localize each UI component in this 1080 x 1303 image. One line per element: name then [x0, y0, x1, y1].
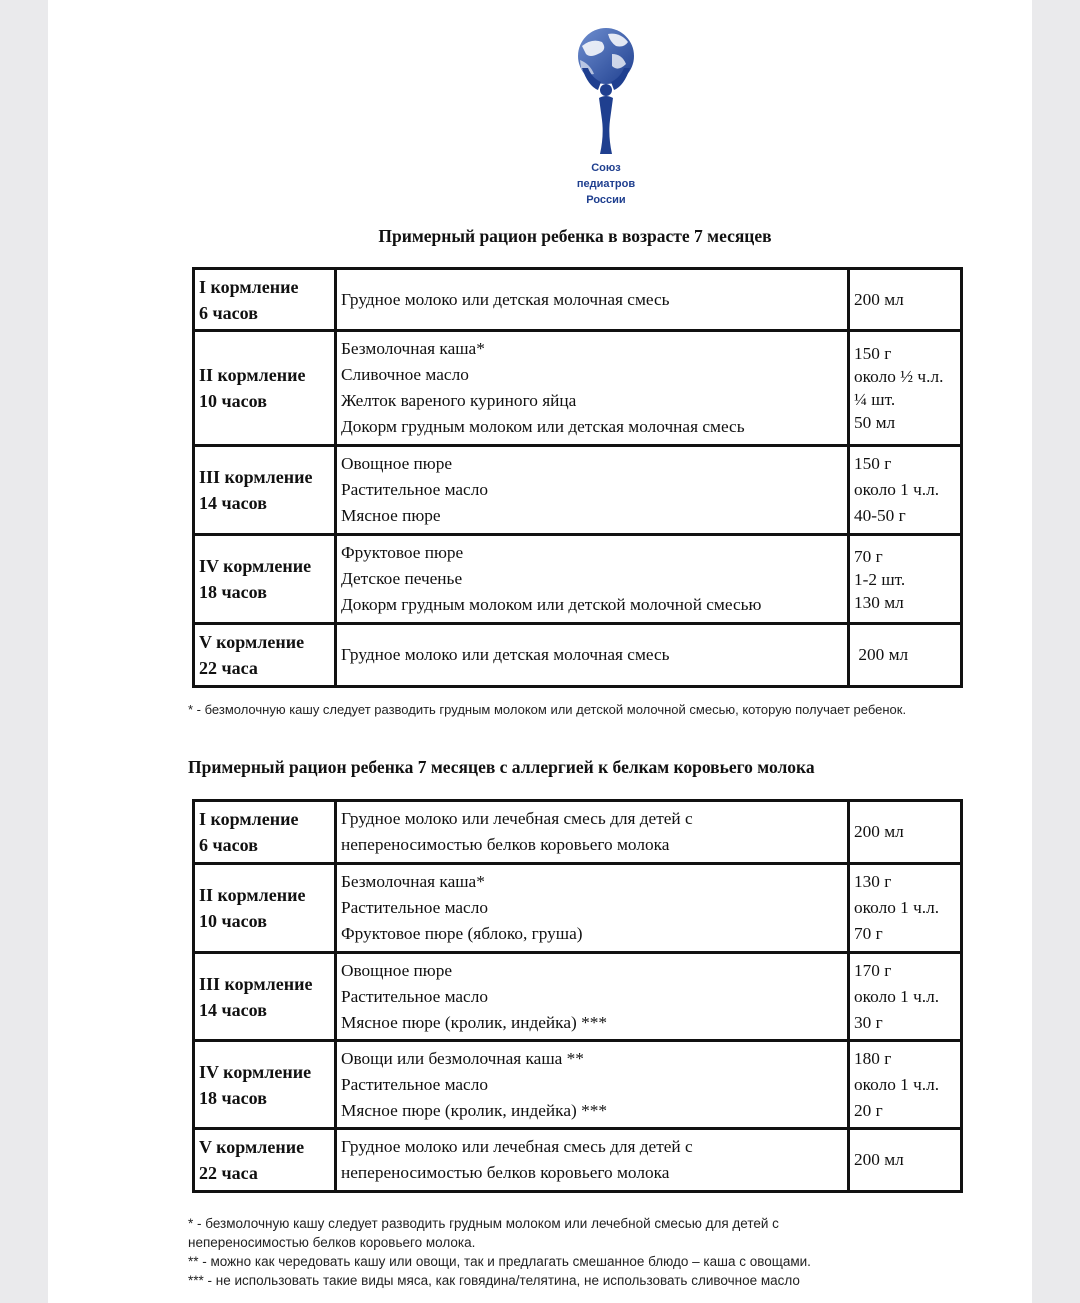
table-row [194, 864, 962, 953]
food-item: Овощи или безмолочная каша ** [341, 1048, 584, 1068]
feeding-label: V кормление [199, 632, 305, 652]
amount-value: 200 мл [854, 289, 904, 309]
food-item: Докорм грудным молоком или детская молочная смесь [341, 417, 745, 436]
feeding-cell [194, 953, 336, 1041]
food-cell [336, 1129, 849, 1192]
food-item: Детское печенье [341, 569, 463, 588]
table-row [194, 1041, 962, 1129]
amount-value: 40-50 г [854, 506, 906, 525]
diet-table-allergy [192, 799, 963, 1193]
amount-cell [849, 1041, 962, 1129]
amount-value: ¼ шт. [854, 390, 896, 409]
amount-cell [849, 331, 962, 446]
feeding-time: 18 часов [199, 1087, 267, 1108]
feeding-cell [194, 1041, 336, 1129]
food-item: Растительное масло [341, 480, 488, 499]
food-item: Фруктовое пюре [341, 543, 464, 562]
amount-value: 20 г [854, 1100, 883, 1120]
food-item: Грудное молоко или лечебная смесь для детей с [341, 809, 693, 828]
feeding-cell [194, 801, 336, 864]
food-item: непереносимостью белков коровьего молока [341, 1163, 670, 1182]
amount-value: около 1 ч.л. [854, 986, 940, 1006]
food-cell [336, 331, 849, 446]
table2-footnotes [188, 1214, 961, 1290]
pediatricians-union-logo [568, 24, 644, 210]
food-cell [336, 535, 849, 624]
footnote-line: непереносимостью белков коровьего молока. [188, 1235, 476, 1250]
table-row [194, 1129, 962, 1192]
food-item: Сливочное масло [341, 365, 469, 384]
feeding-label: III кормление [199, 973, 313, 994]
logo-caption [568, 160, 644, 208]
table-row [194, 331, 962, 446]
feeding-cell [194, 1129, 336, 1192]
feeding-label: II кормление [199, 885, 306, 905]
amount-value: 170 г [854, 960, 892, 980]
amount-value: около ½ ч.л. [854, 367, 944, 386]
amount-cell [849, 864, 962, 953]
amount-cell [849, 1129, 962, 1192]
amount-cell [849, 535, 962, 624]
amount-value: около 1 ч.л. [854, 1074, 940, 1094]
table-row [194, 624, 962, 687]
feeding-label: IV кормление [199, 556, 312, 576]
table-row [194, 801, 962, 864]
food-cell [336, 269, 849, 331]
feeding-label: IV кормление [199, 1061, 312, 1082]
amount-value: 1-2 шт. [854, 569, 906, 589]
amount-value: 150 г [854, 454, 892, 473]
table-row [194, 446, 962, 535]
amount-value: 200 мл [854, 822, 904, 841]
food-item: Фруктовое пюре (яблоко, груша) [341, 924, 583, 943]
food-item: непереносимостью белков коровьего молока [341, 835, 670, 854]
food-item: Грудное молоко или лечебная смесь для детей с [341, 1137, 693, 1156]
amount-cell [849, 624, 962, 687]
food-cell [336, 624, 849, 687]
amount-cell [849, 269, 962, 331]
logo-line: России [586, 194, 626, 206]
food-cell [336, 446, 849, 535]
feeding-cell [194, 331, 336, 446]
amount-value: 30 г [854, 1012, 883, 1032]
feeding-time: 6 часов [199, 835, 258, 855]
food-item: Растительное масло [341, 986, 488, 1006]
feeding-time: 18 часов [199, 582, 267, 602]
amount-value: 130 мл [854, 592, 904, 612]
food-cell [336, 801, 849, 864]
table1-footnote: * - безмолочную кашу следует разводить грудным молоком или детской молочной смесью, которую получает ребенок. [188, 702, 907, 717]
amount-cell [849, 953, 962, 1041]
table-row [194, 269, 962, 331]
food-cell [336, 864, 849, 953]
food-item: Безмолочная каша* [341, 339, 485, 358]
food-item: Овощное пюре [341, 960, 453, 980]
food-item: Растительное масло [341, 898, 488, 917]
feeding-cell [194, 446, 336, 535]
feeding-label: I кормление [199, 276, 299, 297]
feeding-label: I кормление [199, 809, 299, 829]
feeding-time: 22 часа [199, 658, 258, 678]
amount-value: 50 мл [854, 413, 896, 432]
logo-line: педиатров [576, 178, 636, 190]
feeding-time: 14 часов [199, 999, 267, 1020]
amount-value: 180 г [854, 1048, 892, 1068]
feeding-time: 6 часов [199, 302, 258, 323]
feeding-time: 10 часов [199, 911, 267, 931]
amount-value: 200 мл [854, 645, 909, 664]
diet-table-standard [192, 267, 963, 688]
feeding-cell [194, 269, 336, 331]
feeding-cell [194, 864, 336, 953]
food-item: Докорм грудным молоком или детской молочной смесью [341, 595, 762, 614]
feeding-label: V кормление [199, 1137, 305, 1157]
amount-value: 150 г [854, 344, 892, 363]
amount-value: 130 г [854, 872, 892, 891]
amount-value: около 1 ч.л. [854, 480, 940, 499]
globe-figure-icon [568, 24, 644, 160]
food-cell [336, 1041, 849, 1129]
table2-title: Примерный рацион ребенка 7 месяцев с аллергией к белкам коровьего молока [188, 757, 815, 777]
feeding-time: 10 часов [199, 391, 267, 411]
feeding-cell [194, 535, 336, 624]
amount-cell [849, 446, 962, 535]
amount-cell [849, 801, 962, 864]
feeding-cell [194, 624, 336, 687]
food-item: Мясное пюре [341, 506, 441, 525]
food-item: Мясное пюре (кролик, индейка) *** [341, 1012, 607, 1032]
food-item: Желток вареного куриного яйца [341, 391, 577, 410]
footnote-line: *** - не использовать такие виды мяса, как говядина/телятина, не использовать сливочное масло [188, 1273, 800, 1288]
food-item: Грудное молоко или детская молочная смесь [341, 645, 670, 664]
logo-line: Союз [591, 162, 621, 174]
table-row [194, 535, 962, 624]
food-item: Мясное пюре (кролик, индейка) *** [341, 1100, 607, 1120]
food-item: Овощное пюре [341, 454, 453, 473]
table-row [194, 953, 962, 1041]
amount-value: 70 г [854, 546, 883, 566]
food-item: Растительное масло [341, 1074, 488, 1094]
footnote-line: * - безмолочную кашу следует разводить грудным молоком или лечебной смесью для детей с [188, 1216, 779, 1231]
feeding-time: 22 часа [199, 1163, 258, 1183]
food-cell [336, 953, 849, 1041]
feeding-label: III кормление [199, 467, 313, 487]
table1-title: Примерный рацион ребенка в возрасте 7 месяцев [378, 226, 772, 246]
feeding-label: II кормление [199, 365, 306, 385]
food-item: Грудное молоко или детская молочная смесь [341, 289, 670, 309]
food-item: Безмолочная каша* [341, 872, 485, 891]
amount-value: около 1 ч.л. [854, 898, 940, 917]
feeding-time: 14 часов [199, 493, 267, 513]
amount-value: 200 мл [854, 1150, 904, 1169]
amount-value: 70 г [854, 924, 883, 943]
footnote-line: ** - можно как чередовать кашу или овощи, так и предлагать смешанное блюдо – каша с овощами. [188, 1254, 811, 1269]
